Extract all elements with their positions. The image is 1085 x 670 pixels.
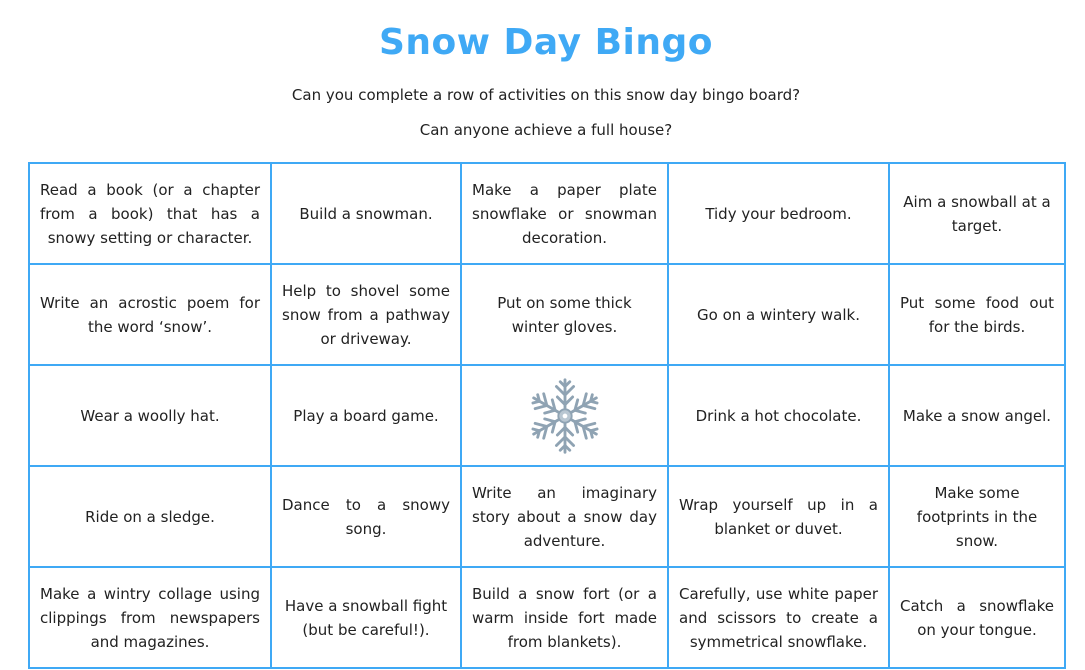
bingo-cell-r4-c3[interactable]: Write an imaginary story about a snow day adventure.: [461, 466, 668, 567]
bingo-cell-r1-c2[interactable]: Build a snowman.: [271, 163, 461, 264]
page-title: Snow Day Bingo: [378, 22, 714, 63]
bingo-cell-r4-c2[interactable]: Dance to a snowy song.: [271, 466, 461, 567]
bingo-cell-r3-c2[interactable]: Play a board game.: [271, 365, 461, 466]
bingo-cell-r2-c1[interactable]: Write an acrostic poem for the word ‘snow’.: [29, 264, 271, 365]
bingo-cell-r5-c4[interactable]: Carefully, use white paper and scissors to create a symmetrical snowflake.: [668, 567, 889, 668]
bingo-cell-r2-c4[interactable]: Go on a wintery walk.: [668, 264, 889, 365]
bingo-cell-r1-c1[interactable]: Read a book (or a chapter from a book) that has a snowy setting or character.: [29, 163, 271, 264]
bingo-row-4: [29, 466, 1065, 567]
bingo-cell-r2-c3[interactable]: Put on some thick winter gloves.: [461, 264, 668, 365]
bingo-cell-r5-c1[interactable]: Make a wintry collage using clippings from newspapers and magazines.: [29, 567, 271, 668]
bingo-cell-r1-c5[interactable]: Aim a snowball at a target.: [889, 163, 1065, 264]
bingo-cell-r3-c1[interactable]: Wear a woolly hat.: [29, 365, 271, 466]
bingo-row-2: [29, 264, 1065, 365]
bingo-board: [28, 162, 1066, 669]
bingo-cell-r5-c5[interactable]: Catch a snowflake on your tongue.: [889, 567, 1065, 668]
bingo-row-1: [29, 163, 1065, 264]
bingo-cell-r4-c1[interactable]: Ride on a sledge.: [29, 466, 271, 567]
bingo-cell-r5-c3[interactable]: Build a snow fort (or a warm inside fort made from blankets).: [461, 567, 668, 668]
bingo-cell-r2-c5[interactable]: Put some food out for the birds.: [889, 264, 1065, 365]
bingo-cell-r5-c2[interactable]: Have a snowball fight (but be careful!).: [271, 567, 461, 668]
bingo-cell-r3-c4[interactable]: Drink a hot chocolate.: [668, 365, 889, 466]
bingo-cell-r2-c2[interactable]: Help to shovel some snow from a pathway or driveway.: [271, 264, 461, 365]
snowflake-icon: [525, 374, 605, 458]
bingo-cell-r1-c3[interactable]: Make a paper plate snowflake or snowman decoration.: [461, 163, 668, 264]
bingo-cell-r4-c5[interactable]: Make some footprints in the snow.: [889, 466, 1065, 567]
bingo-row-3: [29, 365, 1065, 466]
bingo-cell-r4-c4[interactable]: Wrap yourself up in a blanket or duvet.: [668, 466, 889, 567]
bingo-cell-r3-c5[interactable]: Make a snow angel.: [889, 365, 1065, 466]
bingo-row-5: [29, 567, 1065, 668]
bingo-cell-free-space[interactable]: [461, 365, 668, 466]
page-subtitle-2: Can anyone achieve a full house?: [419, 121, 673, 139]
bingo-cell-r1-c4[interactable]: Tidy your bedroom.: [668, 163, 889, 264]
page-subtitle-1: Can you complete a row of activities on this snow day bingo board?: [291, 86, 801, 104]
